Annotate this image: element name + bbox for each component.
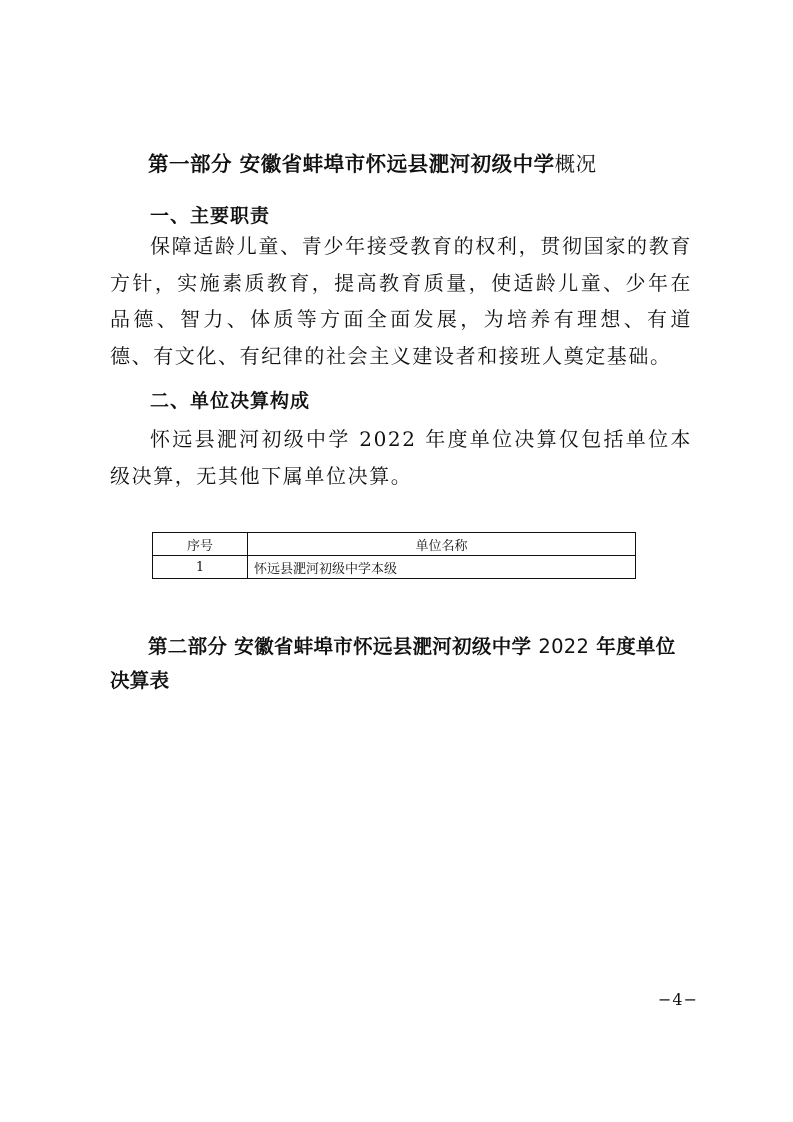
unit-table-cell-name: 怀远县淝河初级中学本级 [248,556,636,579]
unit-table-header-seq: 序号 [153,533,248,556]
unit-table-cell-seq: 1 [153,556,248,579]
composition-paragraph: 怀远县淝河初级中学 2022 年度单位决算仅包括单位本级决算，无其他下属单位决算。 [110,427,692,488]
part-one-title [148,147,597,177]
part-two-title [110,630,695,698]
unit-table [152,532,636,579]
section-heading-composition: 二、单位决算构成 [150,390,311,412]
section-heading-duties: 一、主要职责 [150,205,271,227]
duties-paragraph: 保障适龄儿童、青少年接受教育的权利，贯彻国家的教育方针，实施素质教育，提高教育质量，使适龄儿童、少年在品德、智力、体质等方面全面发展，为培养有理想、有道德、有文化、有纪律的社会主义建设者和接班人奠定基础。 [110,234,692,368]
page-number: −4− [658,990,698,1009]
part-one-title-main: 第一部分 安徽省蚌埠市怀远县淝河初级中学 [148,152,555,176]
table-row [153,556,636,579]
unit-table-header-row [153,533,636,556]
part-two-title-end: 年度单位决算表 [110,635,676,692]
part-one-title-tail: 概况 [554,152,597,176]
part-two-title-main: 第二部分 安徽省蚌埠市怀远县淝河初级中学 [148,635,539,658]
unit-table-header-name: 单位名称 [248,533,636,556]
part-two-title-year: 2022 [538,635,590,658]
